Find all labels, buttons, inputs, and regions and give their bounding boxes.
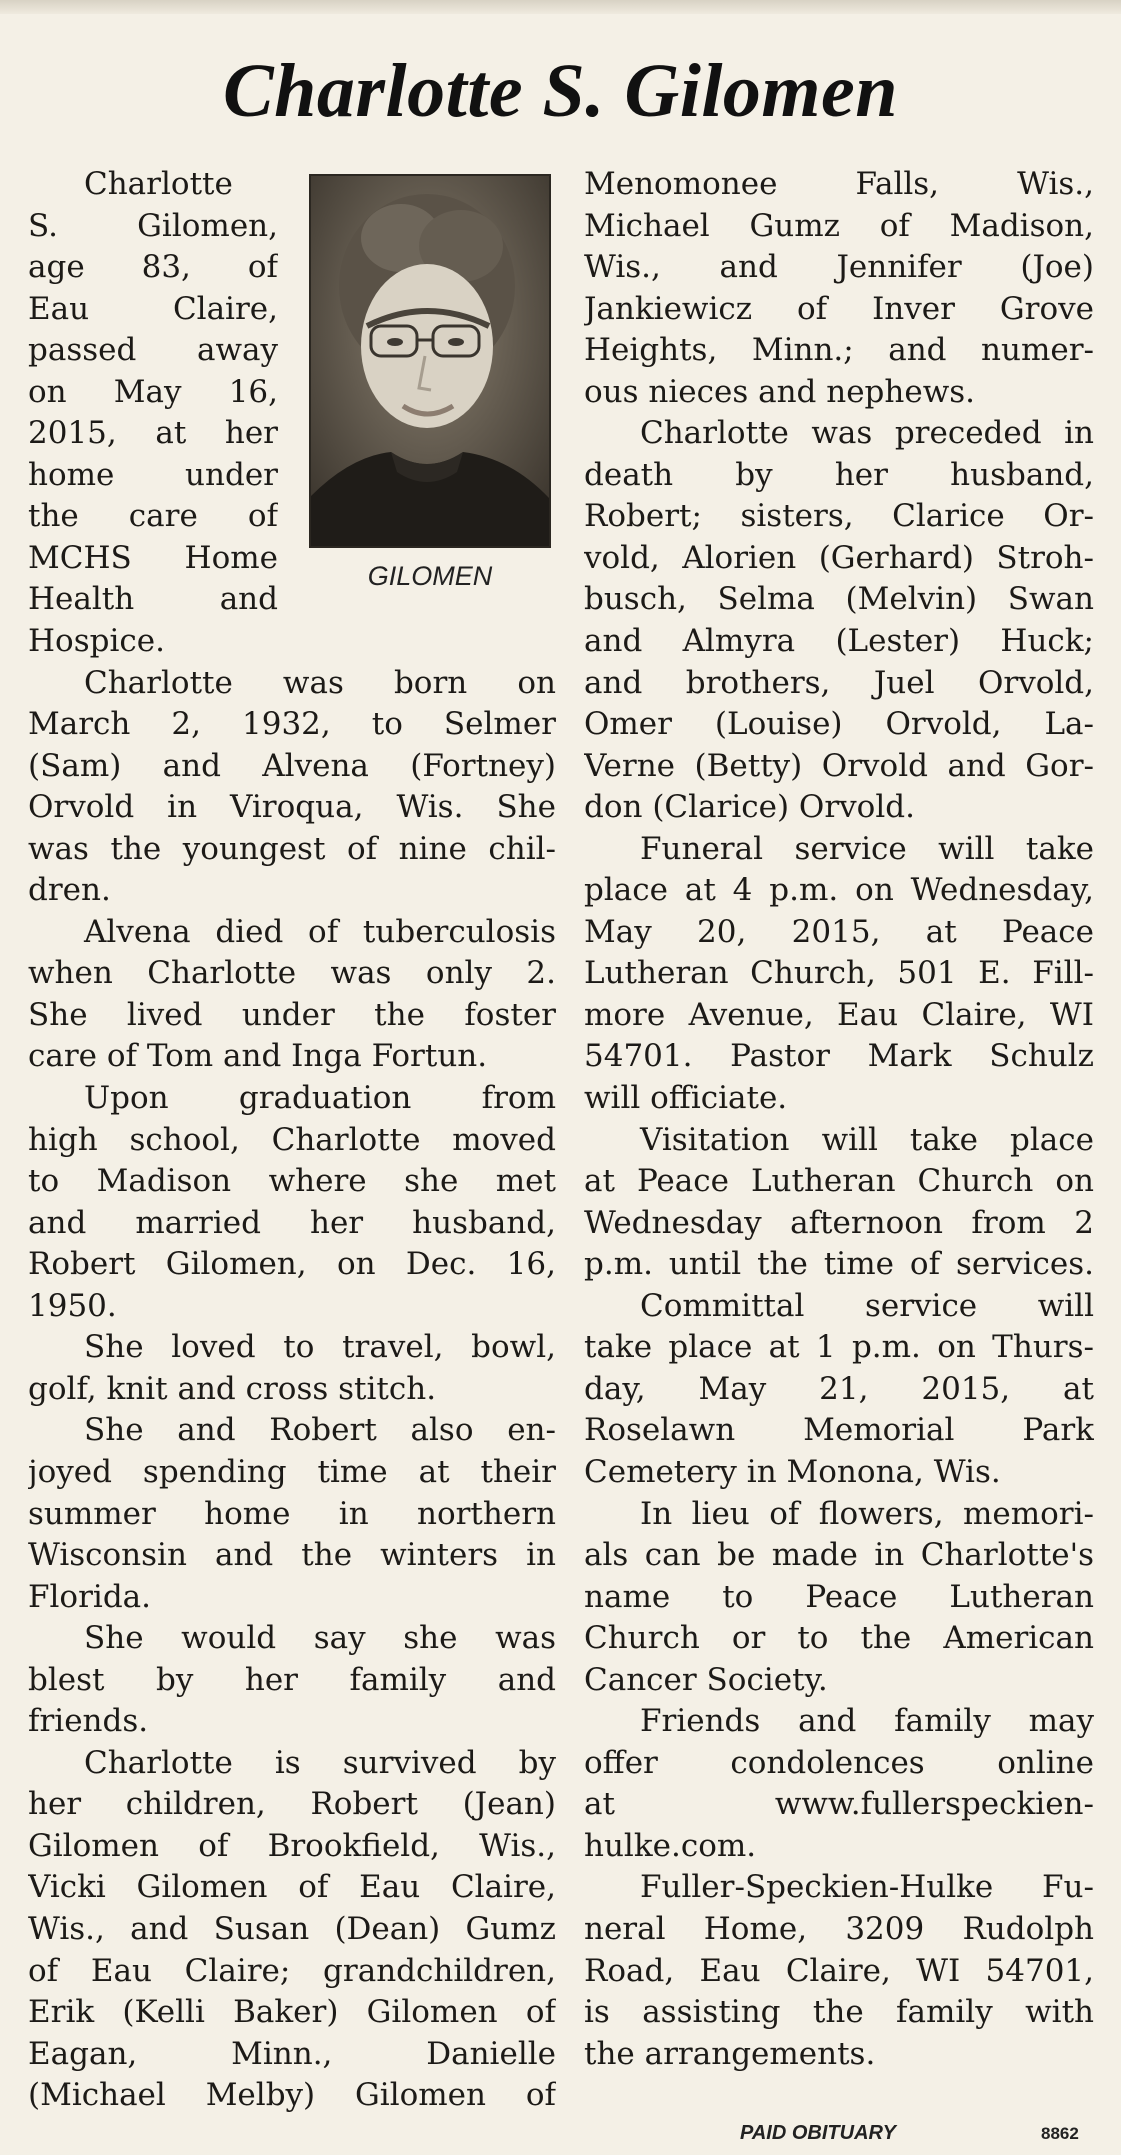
text-line: and brothers, Juel Orvold, [584,664,1094,701]
text-line: busch, Selma (Melvin) Swan [584,581,1094,618]
text-line: p.m. until the time of services. [584,1246,1094,1283]
text-line: golf, knit and cross stitch. [28,1370,437,1407]
text-line: Vicki Gilomen of Eau Claire, [28,1869,556,1906]
obituary-right-column [584,164,1094,2075]
obituary-left-column [28,164,556,2117]
text-line: don (Clarice) Orvold. [584,789,915,826]
text-line: Wis., and Susan (Dean) Gumz [28,1910,556,1947]
text-line: is assisting the family with [584,1994,1094,2031]
text-line: 54701. Pastor Mark Schulz [584,1038,1094,1075]
text-line: will officiate. [584,1080,788,1117]
text-line: Eau Claire, [28,290,278,327]
text-line: Roselawn Memorial Park [584,1412,1094,1449]
text-line: 2015, at her [28,415,278,452]
text-line: Road, Eau Claire, WI 54701, [584,1952,1094,1989]
text-line: Florida. [28,1578,152,1615]
text-line: dren. [28,872,111,909]
text-line: summer home in northern [28,1495,556,1532]
paid-obituary-label: PAID OBITUARY [740,2122,896,2144]
text-line: and Almyra (Lester) Huck; [584,623,1094,660]
text-line: vold, Alorien (Gerhard) Stroh- [584,539,1094,576]
text-line: Visitation will take place [640,1121,1094,1158]
text-line: Funeral service will take [640,830,1094,867]
text-line: MCHS Home [28,539,278,576]
text-line: Church or to the American [584,1620,1094,1657]
text-line: Wisconsin and the winters in [28,1537,556,1574]
text-line: March 2, 1932, to Selmer [28,706,556,743]
photo-caption: GILOMEN [367,561,493,591]
text-line: Cancer Society. [584,1661,828,1698]
text-line: at Peace Lutheran Church on [584,1163,1094,1200]
text-line: Committal service will [640,1287,1094,1324]
text-line: Hospice. [28,623,165,660]
text-line: She loved to travel, bowl, [84,1329,556,1366]
obituary-title: Charlotte S. Gilomen [222,49,899,133]
text-line: Friends and family may [640,1703,1094,1740]
text-line: high school, Charlotte moved [28,1121,556,1158]
text-line: (Michael Melby) Gilomen of [28,2077,556,2114]
text-line: (Sam) and Alvena (Fortney) [28,747,556,784]
text-line: neral Home, 3209 Rudolph [584,1910,1094,1947]
text-line: She lived under the foster [28,996,556,1033]
text-line: Jankiewicz of Inver Grove [584,290,1094,327]
text-line: She would say she was [84,1620,556,1657]
ad-code: 8862 [1041,2124,1079,2143]
text-line: Michael Gumz of Madison, [584,207,1094,244]
text-line: the care of [28,498,278,535]
text-line: Robert; sisters, Clarice Or- [584,498,1094,535]
text-line: Wednesday afternoon from 2 [584,1204,1094,1241]
text-line: more Avenue, Eau Claire, WI [584,996,1094,1033]
text-line: the arrangements. [584,2035,876,2072]
text-line: 1950. [28,1287,117,1324]
text-line: place at 4 p.m. on Wednesday, [584,872,1094,909]
text-line: age 83, of [28,249,278,286]
text-line: friends. [28,1703,149,1740]
text-line: Robert Gilomen, on Dec. 16, [28,1246,556,1283]
text-line: Heights, Minn.; and numer- [584,332,1094,369]
text-line: Menomonee Falls, Wis., [584,166,1094,202]
text-line: to Madison where she met [28,1163,556,1200]
text-line: Charlotte was preceded in [640,415,1094,452]
text-line: care of Tom and Inga Fortun. [28,1038,488,1075]
text-line: Upon graduation from [84,1080,556,1117]
text-line: home under [28,456,278,493]
text-line: take place at 1 p.m. on Thurs- [584,1329,1094,1366]
text-line: Verne (Betty) Orvold and Gor- [584,747,1094,784]
text-line: name to Peace Lutheran [584,1578,1094,1615]
text-line: Gilomen of Brookfield, Wis., [28,1827,556,1864]
text-line: Alvena died of tuberculosis [84,913,556,950]
text-line: passed away [28,332,278,369]
text-line: Erik (Kelli Baker) Gilomen of [28,1994,556,2031]
text-line: als can be made in Charlotte's [584,1537,1094,1574]
text-line: Wis., and Jennifer (Joe) [584,249,1094,286]
text-line: Eagan, Minn., Danielle [28,2035,556,2072]
text-line: Lutheran Church, 501 E. Fill- [584,955,1094,992]
text-line: hulke.com. [584,1827,757,1864]
text-line: Fuller-Speckien-Hulke Fu- [640,1869,1094,1906]
text-line: Cemetery in Monona, Wis. [584,1453,1001,1490]
text-line: of Eau Claire; grandchildren, [28,1952,556,1989]
text-line: offer condolences online [584,1744,1094,1781]
text-line: May 20, 2015, at Peace [584,913,1094,950]
text-line: Health and [28,581,278,618]
text-line: day, May 21, 2015, at [584,1370,1094,1407]
text-line: at www.fullerspeckien- [584,1786,1094,1823]
text-line: Charlotte was born on [84,664,556,701]
text-line: Charlotte [84,166,233,202]
text-line: In lieu of flowers, memori- [640,1495,1094,1532]
text-line: blest by her family and [28,1661,556,1698]
text-line: joyed spending time at their [28,1453,556,1490]
text-line: on May 16, [28,373,278,410]
text-line: and married her husband, [28,1204,556,1241]
text-line: Omer (Louise) Orvold, La- [584,706,1094,743]
text-line: She and Robert also en- [84,1412,556,1449]
text-line: S. Gilomen, [28,207,278,244]
text-line: her children, Robert (Jean) [28,1786,556,1823]
text-line: ous nieces and nephews. [584,373,975,410]
text-line: Orvold in Viroqua, Wis. She [28,789,556,826]
text-line: when Charlotte was only 2. [28,955,556,992]
text-line: Charlotte is survived by [84,1744,556,1781]
text-line: death by her husband, [584,456,1094,493]
clipping-top-edge [0,0,1121,14]
text-line: was the youngest of nine chil- [28,830,556,867]
